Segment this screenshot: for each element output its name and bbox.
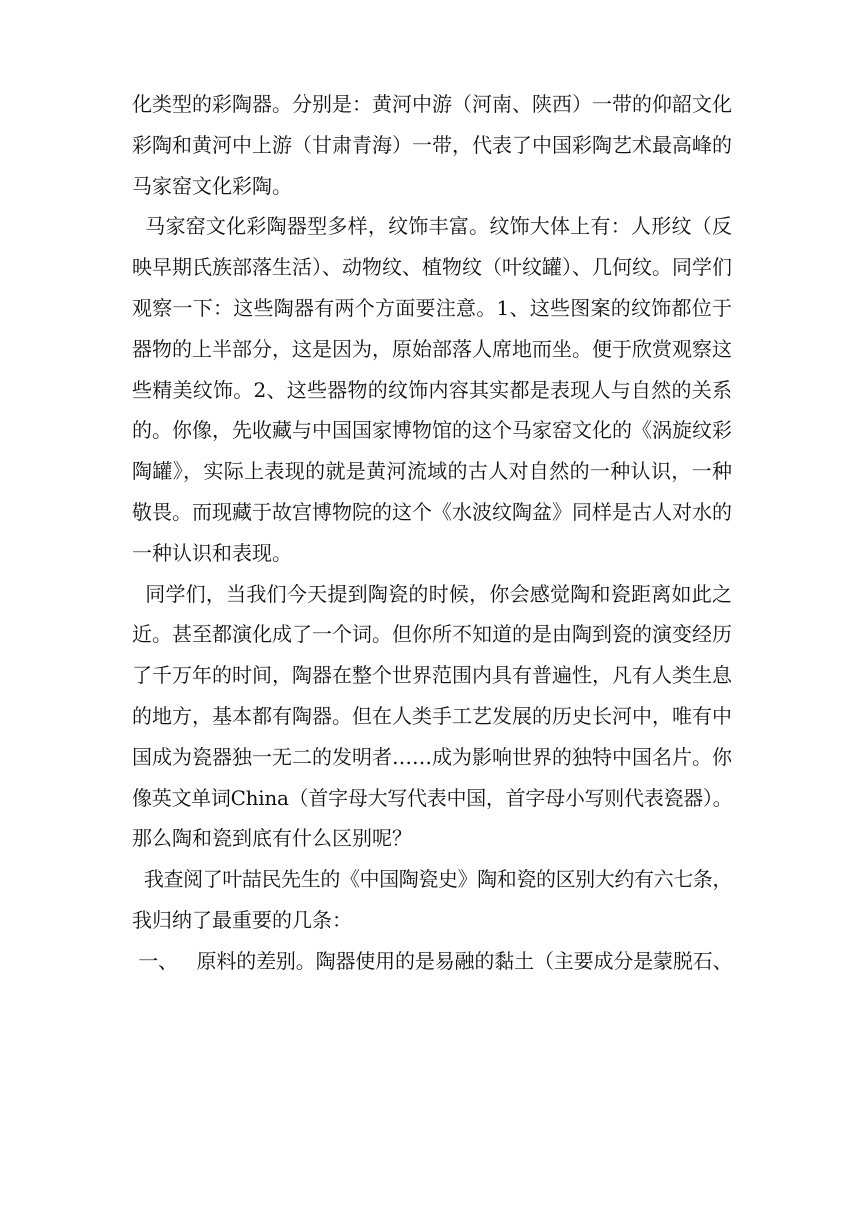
text-line: 马家窑文化彩陶。 — [132, 173, 292, 198]
text-line: 那么陶和瓷到底有什么区别呢？ — [132, 826, 412, 851]
text-line: 些精美纹饰。2、这些器物的纹饰内容其实都是表现人与自然的关系 — [132, 377, 732, 402]
text-line: 同学们，当我们今天提到陶瓷的时候，你会感觉陶和瓷距离如此之 — [132, 581, 732, 606]
text-line: 近。甚至都演化成了一个词。但你所不知道的是由陶到瓷的演变经历 — [132, 622, 732, 647]
text-line: 我归纳了最重要的几条： — [132, 907, 352, 932]
document-body — [132, 84, 732, 982]
text-line: 的地方，基本都有陶器。但在人类手工艺发展的历史长河中，唯有中 — [132, 703, 732, 728]
text-line: 了千万年的时间，陶器在整个世界范围内具有普遍性，凡有人类生息 — [132, 663, 732, 688]
text-line: 一种认识和表现。 — [132, 540, 292, 565]
text-line: 化类型的彩陶器。分别是：黄河中游（河南、陕西）一带的仰韶文化 — [132, 92, 732, 116]
text-line: 我查阅了叶喆民先生的《中国陶瓷史》陶和瓷的区别大约有六七条， — [132, 867, 732, 892]
text-line: 映早期氏族部落生活）、动物纹、植物纹（叶纹罐）、几何纹。同学们 — [132, 255, 732, 280]
text-line: 敬畏。而现藏于故宫博物院的这个《水波纹陶盆》同样是古人对水的 — [132, 499, 732, 524]
text-line: 国成为瓷器独一无二的发明者……成为影响世界的独特中国名片。你 — [132, 744, 732, 769]
text-line: 器物的上半部分，这是因为，原始部落人席地而坐。便于欣赏观察这 — [132, 336, 732, 361]
text-line: 马家窑文化彩陶器型多样，纹饰丰富。纹饰大体上有：人形纹（反 — [132, 214, 732, 239]
text-line: 彩陶和黄河中上游（甘肃青海）一带，代表了中国彩陶艺术最高峰的 — [132, 132, 732, 157]
text-line: 观察一下：这些陶器有两个方面要注意。1、这些图案的纹饰都位于 — [132, 295, 732, 320]
text-line: 陶罐》，实际上表现的就是黄河流域的古人对自然的一种认识，一种 — [132, 459, 732, 484]
text-line: 一、 原料的差别。陶器使用的是易融的黏土（主要成分是蒙脱石、 — [132, 948, 733, 973]
text-line: 像英文单词China（首字母大写代表中国，首字母小写则代表瓷器）。 — [132, 785, 733, 810]
text-line: 的。你像，先收藏与中国国家博物馆的这个马家窑文化的《涡旋纹彩 — [132, 418, 732, 443]
